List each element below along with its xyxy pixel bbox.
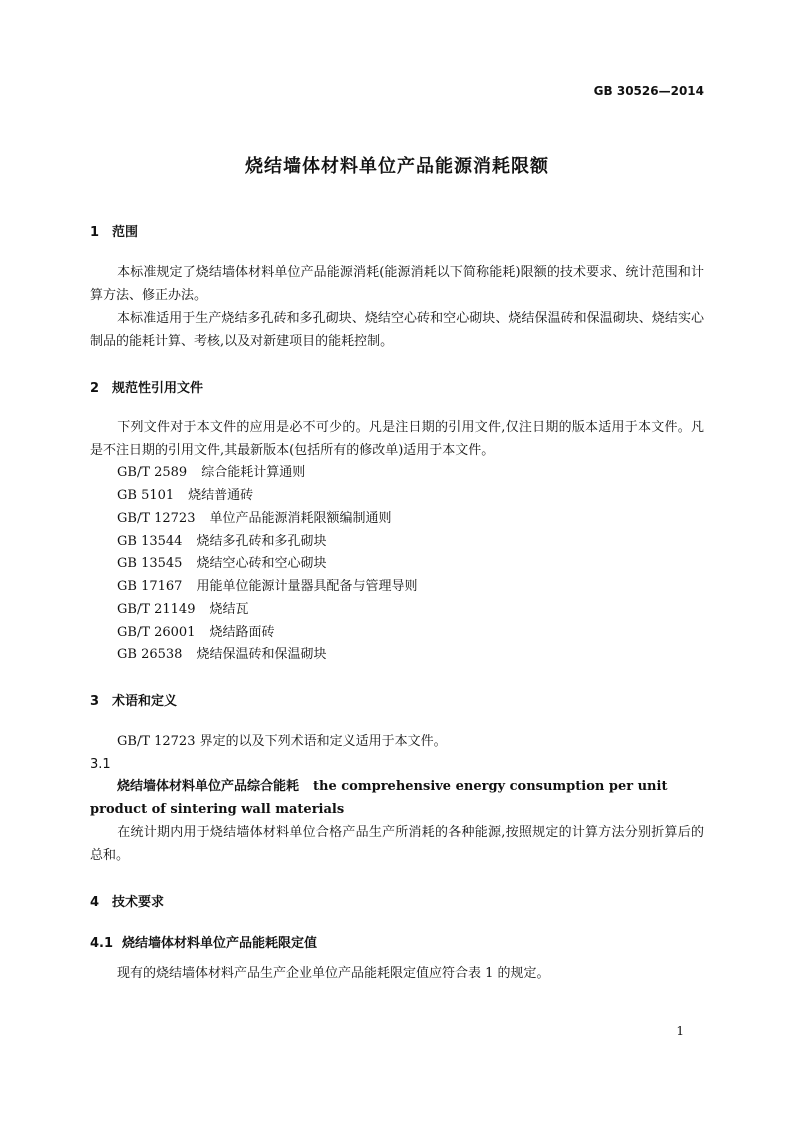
section-1-heading — [90, 221, 138, 240]
subsection-title: 烧结墙体材料单位产品能耗限定值 — [122, 936, 318, 951]
reference-item: GB 13545 烧结空心砖和空心砌块 — [117, 556, 327, 571]
section-3-paragraph-1: GB/T 12723 界定的以及下列术语和定义适用于本文件。 — [117, 734, 447, 749]
reference-item: GB 26538 烧结保温砖和保温砌块 — [117, 647, 327, 662]
term-definition: 在统计期内用于烧结墙体材料单位合格产品生产所消耗的各种能源,按照规定的计算方法分别折算后的总和。 — [90, 825, 704, 863]
section-title: 范围 — [112, 225, 139, 240]
reference-item: GB/T 2589 综合能耗计算通则 — [117, 465, 306, 480]
section-number: 1 — [90, 225, 100, 240]
subsection-number: 4.1 — [90, 936, 114, 951]
section-2-paragraph-1: 下列文件对于本文件的应用是必不可少的。凡是注日期的引用文件,仅注日期的版本适用于本文件。凡是不注日期的引用文件,其最新版本(包括所有的修改单)适用于本文件。 — [90, 420, 704, 458]
section-title: 规范性引用文件 — [112, 381, 204, 396]
section-number: 2 — [90, 381, 100, 396]
section-1-paragraph-1: 本标准规定了烧结墙体材料单位产品能源消耗(能源消耗以下简称能耗)限额的技术要求、统计范围和计算方法、修正办法。 — [90, 265, 704, 303]
standard-code: GB 30526—2014 — [593, 84, 704, 98]
reference-item: GB/T 26001 烧结路面砖 — [117, 625, 275, 640]
subsection-4-1-heading — [90, 932, 317, 951]
term-entry — [90, 775, 704, 821]
section-number: 4 — [90, 895, 100, 910]
section-4-1-paragraph-1: 现有的烧结墙体材料产品生产企业单位产品能耗限定值应符合表 1 的规定。 — [117, 966, 550, 981]
section-1-paragraph-2: 本标准适用于生产烧结多孔砖和多孔砌块、烧结空心砖和空心砌块、烧结保温砖和保温砌块、烧结实心制品的能耗计算、考核,以及对新建项目的能耗控制。 — [90, 311, 704, 349]
document-title: 烧结墙体材料单位产品能源消耗限额 — [245, 156, 549, 177]
reference-item: GB 5101 烧结普通砖 — [117, 488, 254, 503]
term-number: 3.1 — [90, 757, 111, 772]
section-number: 3 — [90, 694, 100, 709]
section-4-heading — [90, 891, 164, 910]
reference-item: GB/T 21149 烧结瓦 — [117, 602, 249, 617]
section-3-heading — [90, 690, 177, 709]
section-2-heading — [90, 377, 203, 396]
section-title: 技术要求 — [112, 895, 165, 910]
reference-item: GB/T 12723 单位产品能源消耗限额编制通则 — [117, 511, 392, 526]
term-english: the comprehensive energy consumption per unit product of sintering wall materials — [90, 779, 668, 817]
section-title: 术语和定义 — [112, 694, 178, 709]
reference-item: GB 17167 用能单位能源计量器具配备与管理导则 — [117, 579, 418, 594]
reference-item: GB 13544 烧结多孔砖和多孔砌块 — [117, 534, 327, 549]
term-chinese: 烧结墙体材料单位产品综合能耗 — [117, 779, 300, 794]
page-number: 1 — [676, 1024, 684, 1038]
